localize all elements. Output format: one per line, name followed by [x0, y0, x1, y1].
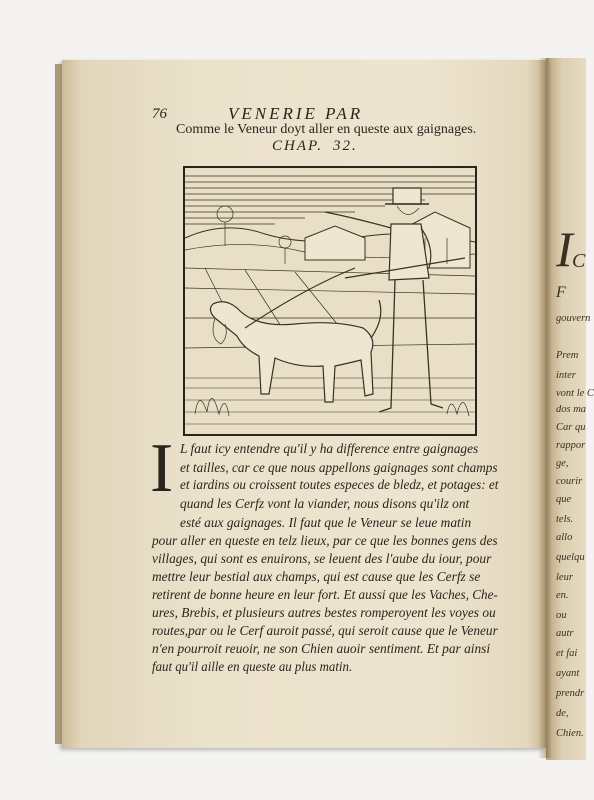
facing-page-fragment: Prem — [556, 350, 579, 361]
chapter-number: 32. — [332, 138, 358, 154]
facing-page-fragment: leur — [556, 572, 573, 583]
facing-page-fragment: F — [556, 284, 566, 301]
facing-page-fragment: I — [556, 221, 573, 277]
facing-page-fragment: Chien. — [556, 728, 584, 739]
running-head: VENERIE PAR — [228, 104, 364, 123]
body-text-line: routes,par ou le Cerf auroit passé, qui seroit cause que le Veneur — [152, 623, 498, 638]
body-text-line: villages, qui sont es enuirons, se leuent des l'aube du iour, pour — [152, 551, 492, 566]
facing-page-fragment: de, — [556, 708, 569, 719]
woodcut-hunter-and-dog — [185, 168, 475, 434]
body-text-line: pour aller en queste en telz lieux, par ce que les bonnes gens des — [152, 533, 498, 548]
facing-page-fragment: ayant — [556, 668, 580, 679]
body-text-line: ures, Brebis, et plusieurs autres bestes romperoyent les voyes ou — [152, 605, 496, 620]
body-text-line: quand les Cerfz vont la viander, nous disons qu'ilz ont — [180, 496, 470, 511]
body-text-line: L faut icy entendre qu'il y ha difference entre gaignages — [180, 441, 479, 456]
facing-page-fragment: que — [556, 494, 572, 505]
facing-page-fragment: ge, — [556, 458, 569, 469]
body-text-line: n'en pourroit reuoir, ne son Chien auoir sentiment. Et par ainsi — [152, 641, 491, 656]
facing-page-fragment: tels. — [556, 514, 574, 525]
facing-page-fragment: courir — [556, 476, 583, 487]
page-number: 76 — [152, 106, 167, 122]
woodcut-illustration — [183, 166, 477, 436]
chapter-label: CHAP. — [272, 138, 323, 154]
facing-page-fragment: autr — [556, 628, 574, 639]
facing-page-fragment: vont le C — [556, 388, 594, 399]
book-gutter — [538, 58, 552, 758]
body-text-line: et iardins ou croissent toutes especes de bledz, et potages: et — [180, 477, 499, 492]
facing-page-fragment: ou — [556, 610, 567, 621]
body-text-line: esté aux gaignages. Il faut que le Veneur se leue matin — [180, 515, 472, 530]
facing-page-fragment: allo — [556, 532, 573, 543]
facing-page-fragment: C — [572, 250, 586, 272]
facing-page-fragment: rappor — [556, 440, 586, 451]
facing-page-fragment: Car qu — [556, 422, 586, 433]
chapter-title: Comme le Veneur doyt aller en queste aux gaignages. — [176, 122, 477, 137]
body-text-line: retirent de bonne heure en leur fort. Et aussi que les Vaches, Che- — [152, 587, 498, 602]
facing-page-fragment: quelqu — [556, 552, 585, 563]
facing-page-fragment: prendr — [556, 688, 585, 699]
facing-page-fragment: inter — [556, 370, 576, 381]
chapter-heading — [272, 138, 358, 155]
body-text-line: mettre leur bestial aux champs, qui est cause que les Cerfz se — [152, 569, 481, 584]
facing-page-fragment: et fai — [556, 648, 578, 659]
body-text-line: faut qu'il aille en queste au plus matin. — [152, 659, 353, 674]
facing-page-fragment: en. — [556, 590, 569, 601]
facing-page-fragment: gouvern — [556, 313, 591, 324]
facing-page-fragment: dos ma — [556, 404, 587, 415]
drop-cap-initial: I — [150, 430, 174, 507]
body-text-line: et tailles, car ce que nous appellons gaignages sont champs — [180, 460, 498, 475]
